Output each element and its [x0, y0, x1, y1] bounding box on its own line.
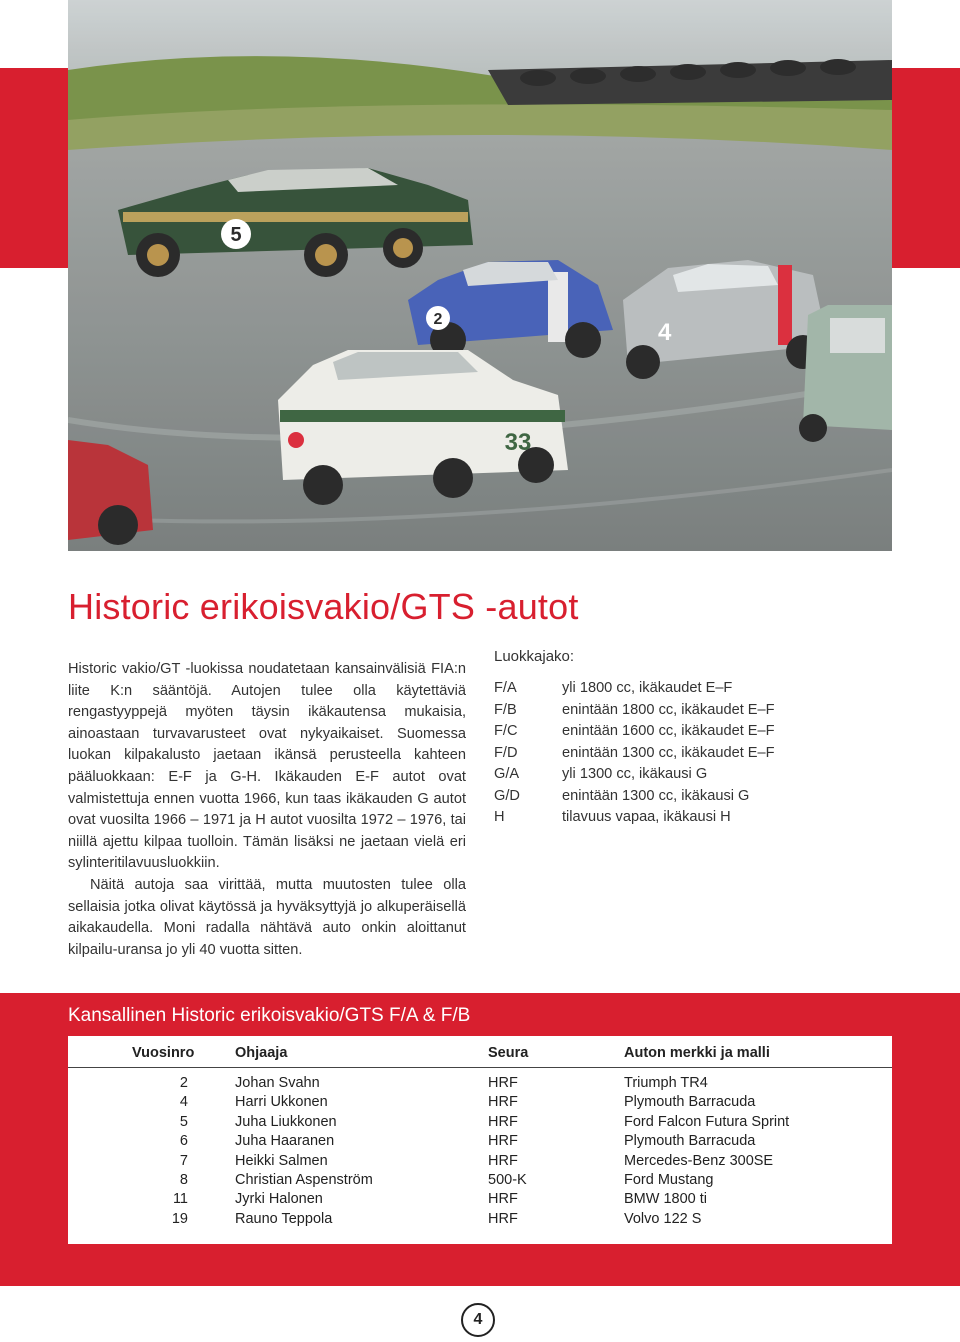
cell-number: 5	[179, 1114, 188, 1130]
header-driver: Ohjaaja	[235, 1045, 288, 1061]
car-number-33: 33	[504, 429, 532, 456]
cell-driver: Harri Ukkonen	[235, 1094, 328, 1110]
cell-car: BMW 1800 ti	[624, 1191, 707, 1207]
class-row	[494, 764, 824, 786]
class-description: yli 1800 cc, ikäkaudet E–F	[562, 680, 733, 696]
cell-driver: Juha Haaranen	[235, 1133, 335, 1149]
class-list-heading: Luokkajako:	[494, 648, 575, 665]
cell-number: 7	[179, 1153, 188, 1169]
header-car: Auton merkki ja malli	[624, 1045, 770, 1061]
cell-number: 19	[171, 1211, 188, 1227]
header-club: Seura	[488, 1045, 529, 1061]
cell-number: 11	[172, 1191, 188, 1207]
cell-number: 8	[179, 1172, 188, 1188]
cell-club: 500-K	[488, 1172, 527, 1188]
intro-text	[68, 659, 466, 961]
cell-club: HRF	[488, 1094, 518, 1110]
cell-number: 4	[179, 1094, 188, 1110]
table-title: Kansallinen Historic erikoisvakio/GTS F/A & F/B	[68, 1005, 471, 1026]
cell-car: Ford Falcon Futura Sprint	[624, 1114, 790, 1130]
class-description: yli 1300 cc, ikäkausi G	[562, 766, 708, 782]
class-code: G/D	[494, 787, 520, 804]
class-code: F/B	[494, 701, 517, 718]
cell-driver: Juha Liukkonen	[235, 1114, 337, 1130]
class-description: enintään 1300 cc, ikäkaudet E–F	[562, 744, 775, 761]
page-number: 4	[461, 1303, 495, 1337]
header-divider	[68, 1067, 892, 1068]
class-code: F/A	[494, 680, 517, 696]
class-row	[494, 743, 824, 765]
class-code: F/D	[494, 744, 518, 761]
cell-number: 2	[179, 1075, 188, 1091]
class-code: F/C	[494, 723, 518, 739]
class-description: enintään 1300 cc, ikäkausi G	[562, 787, 750, 804]
class-row	[494, 721, 824, 743]
class-row	[494, 700, 824, 722]
class-code: H	[494, 809, 505, 825]
class-description: enintään 1800 cc, ikäkaudet E–F	[562, 701, 775, 718]
header-number: Vuosinro	[132, 1045, 195, 1061]
cell-car: Plymouth Barracuda	[624, 1133, 756, 1149]
intro-paragraph-1: Historic vakio/GT -luokissa noudatetaan kansainvälisiä FIA:n liite K:n sääntöjä. Autojen tulee olla käytettäviä rengastyyppejä myöten täysin ikäkautensa mukaisia, ainoastaan turvavarusteet ovat nykyaikaiset. Suomessa luokan kilpakalusto jaetaan ikänsä perusteella kahteen pääluokkaan: E-F ja G-H. Ikäkauden E-F autot ovat valmistettuja ennen vuotta 1966, kun taas ikäkauden G autot ovat vuosilta 1966 – 1971 ja H autot vuosilta 1972 – 1976, tai niillä ajettu kilpaa tuolloin. Tämän lisäksi ne jaetaan vielä eri sylinteritilavuusluokkiin.	[68, 661, 466, 872]
cell-club: HRF	[488, 1153, 518, 1169]
page-title: Historic erikoisvakio/GTS -autot	[68, 586, 579, 627]
intro-paragraph-2: Näitä autoja saa virittää, mutta muutosten tulee olla sellaisia jotka olivat käytössä ja hyväksyttyjä jo alkuperäisellä aikakaudella. Moni radalla nähtävä auto onkin aloittanut kilpailu-uransa jo yli 40 vuotta sitten.	[68, 876, 466, 958]
cell-driver: Johan Svahn	[235, 1075, 320, 1091]
race-photo-illustration	[68, 0, 892, 551]
cell-number: 6	[179, 1133, 188, 1149]
car-number-2: 2	[433, 311, 443, 328]
class-list	[494, 648, 824, 829]
cell-driver: Christian Aspenström	[235, 1172, 373, 1188]
cell-club: HRF	[488, 1191, 518, 1207]
car-number-5: 5	[230, 224, 242, 246]
class-description: enintään 1600 cc, ikäkaudet E–F	[562, 723, 775, 739]
cell-club: HRF	[488, 1133, 518, 1149]
class-code: G/A	[494, 766, 520, 782]
cell-driver: Heikki Salmen	[235, 1153, 328, 1169]
cell-club: HRF	[488, 1211, 518, 1227]
cell-car: Volvo 122 S	[624, 1211, 702, 1227]
race-photo	[68, 0, 892, 551]
class-description: tilavuus vapaa, ikäkausi H	[562, 809, 731, 825]
class-row	[494, 678, 824, 700]
cell-car: Mercedes-Benz 300SE	[624, 1153, 774, 1169]
cell-club: HRF	[488, 1075, 518, 1091]
class-row	[494, 807, 824, 829]
cell-car: Plymouth Barracuda	[624, 1094, 756, 1110]
cell-driver: Rauno Teppola	[235, 1211, 333, 1227]
cell-driver: Jyrki Halonen	[235, 1191, 323, 1207]
class-row	[494, 786, 824, 808]
cell-car: Ford Mustang	[624, 1172, 714, 1188]
car-number-4: 4	[658, 319, 672, 346]
cell-club: HRF	[488, 1114, 518, 1130]
cell-car: Triumph TR4	[624, 1075, 708, 1091]
